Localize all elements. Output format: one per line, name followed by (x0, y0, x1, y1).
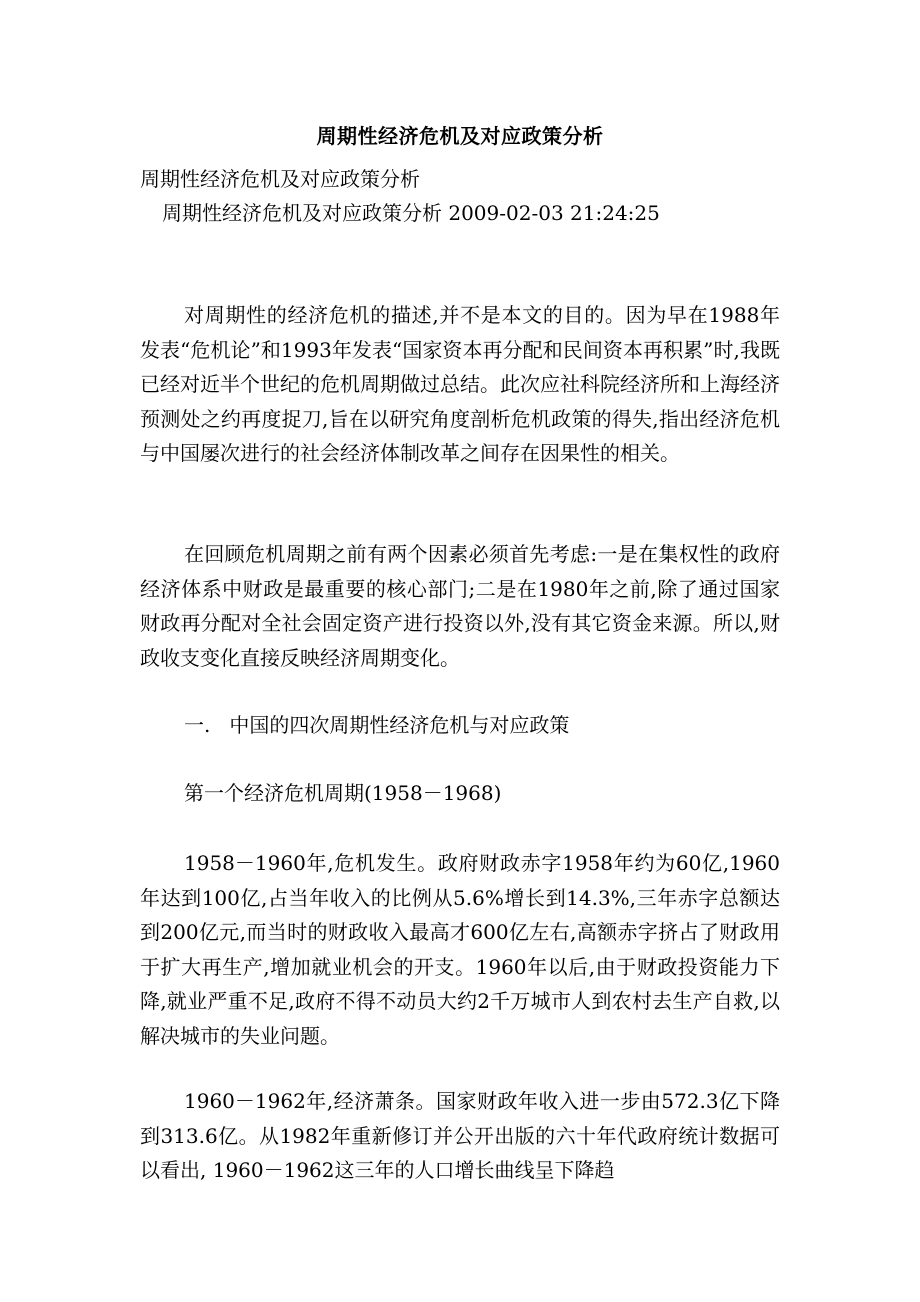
section-heading: 一. 中国的四次周期性经济危机与对应政策 (184, 713, 570, 737)
cycle-heading: 第一个经济危机周期(1958－1968) (184, 781, 502, 805)
paragraph-intro: 对周期性的经济危机的描述,并不是本文的目的。因为早在1988年发表“危机论”和1993年发表“国家资本再分配和民间资本再积累”时,我既已经对近半个世纪的危机周期做过总结。此次应社科院经济所和上海经济预测处之约再度捉刀,旨在以研究角度剖析危机政策的得失,指出经济危机与中国屡次进行的社会经济体制改革之间存在因果性的相关。 (140, 303, 780, 465)
paragraph-factors: 在回顾危机周期之前有两个因素必须首先考虑:一是在集权性的政府经济体系中财政是最重要的核心部门;二是在1980年之前,除了通过国家财政再分配对全社会固定资产进行投资以外,没有其它资金来源。所以,财政收支变化直接反映经济周期变化。 (140, 542, 780, 670)
paragraph-depression-1960: 1960－1962年,经济萧条。国家财政年收入进一步由572.3亿下降到313.6亿。从1982年重新修订并公开出版的六十年代政府统计数据可以看出, 1960－1962这三年的人口增长曲线呈下降趋 (140, 1089, 780, 1182)
paragraph-crisis-1958: 1958－1960年,危机发生。政府财政赤字1958年约为60亿,1960年达到100亿,占当年收入的比例从5.6%增长到14.3%,三年赤字总额达到200亿元,而当时的财政收入最高才600亿左右,高额赤字挤占了财政用于扩大再生产,增加就业机会的开支。1960年以后,由于财政投资能力下降,就业严重不足,政府不得不动员大约2千万城市人到农村去生产自救,以解决城市的失业问题。 (140, 851, 780, 1048)
document-subtitle: 周期性经济危机及对应政策分析 (140, 167, 420, 191)
document-title: 周期性经济危机及对应政策分析 (316, 124, 604, 148)
document-meta-line: 周期性经济危机及对应政策分析 2009-02-03 21:24:25 (162, 201, 660, 225)
